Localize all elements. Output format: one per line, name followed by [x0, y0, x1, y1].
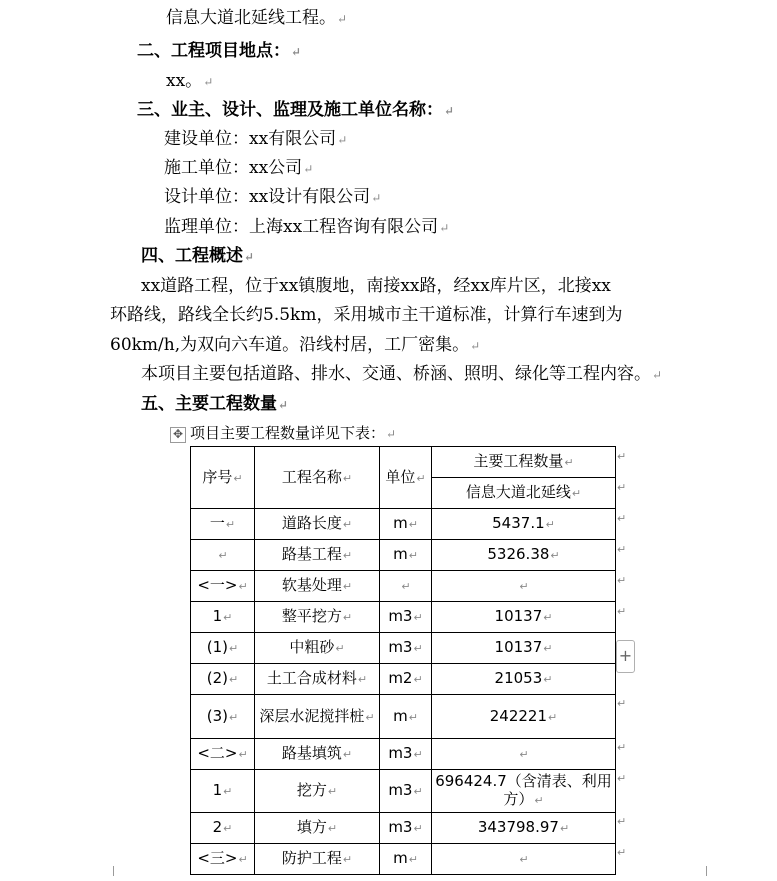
row-end-mark-icon: ↵: [617, 481, 627, 494]
cell-qty: 242221↵: [432, 695, 616, 739]
paragraph-mark-icon: ↵: [439, 221, 450, 235]
cell-name: 中粗砂↵: [255, 633, 380, 664]
para-line-1: 信息大道北延线工程。↵: [166, 8, 348, 28]
para-overview-line-2: 环路线，路线全长约5.5km，采用城市主干道标准，计算行车速到为: [110, 305, 623, 325]
cell-qty: 5326.38↵: [432, 540, 616, 571]
cell-unit: m↵: [380, 844, 432, 875]
row-end-mark-icon: ↵: [617, 543, 627, 556]
cell-name: 防护工程↵: [255, 844, 380, 875]
paragraph-mark-icon: ↵: [365, 710, 375, 724]
paragraph-mark-icon: ↵: [550, 549, 560, 562]
table-row: [191, 813, 616, 844]
cell-name: 路基工程↵: [255, 540, 380, 571]
cell-name: 路基填筑↵: [255, 739, 380, 770]
paragraph-mark-icon: ↵: [342, 611, 353, 624]
cell-seq: (2)↵: [191, 664, 255, 695]
table-row: [191, 695, 616, 739]
cell-unit: m2↵: [380, 664, 432, 695]
row-end-mark-icon: ↵: [617, 772, 627, 785]
paragraph-mark-icon: ↵: [238, 853, 248, 866]
paragraph-mark-icon: ↵: [413, 748, 423, 761]
cell-unit: m3↵: [380, 770, 432, 813]
cell-qty: [432, 844, 616, 875]
cell-seq: <一>↵: [191, 571, 255, 602]
table-row: [191, 633, 616, 664]
para-supervisor: 监理单位：上海xx工程咨询有限公司↵: [164, 217, 450, 237]
paragraph-mark-icon: ↵: [543, 673, 553, 686]
cell-unit: m↵: [380, 695, 432, 739]
cell-qty: [432, 571, 616, 602]
header-qty-group: 主要工程数量↵: [432, 447, 616, 478]
paragraph-mark-icon: ↵: [303, 162, 314, 176]
para-location: xx。↵: [166, 71, 214, 91]
page-corner-mark: [103, 866, 114, 876]
cell-seq: 2↵: [191, 813, 255, 844]
cell-qty: 10137↵: [432, 633, 616, 664]
heading-overview: 四、工程概述↵: [141, 246, 255, 266]
cell-seq: 1↵: [191, 770, 255, 813]
table-header-row: [191, 447, 616, 478]
paragraph-mark-icon: ↵: [371, 191, 382, 205]
para-owner: 建设单位：xx有限公司↵: [164, 129, 348, 149]
row-end-mark-icon: ↵: [617, 741, 627, 754]
paragraph-mark-icon: ↵: [545, 518, 555, 531]
cell-qty: 696424.7（含清表、利用方）↵: [432, 770, 616, 813]
row-end-mark-icon: ↵: [617, 450, 627, 463]
paragraph-mark-icon: ↵: [342, 471, 353, 485]
paragraph-mark-icon: ↵: [327, 785, 338, 798]
table-row: [191, 509, 616, 540]
para-contractor: 施工单位：xx公司↵: [164, 158, 314, 178]
row-end-mark-icon: ↵: [617, 605, 627, 618]
paragraph-mark-icon: ↵: [225, 518, 236, 531]
paragraph-mark-icon: ↵: [408, 853, 418, 866]
cell-qty: 21053↵: [432, 664, 616, 695]
paragraph-mark-icon: ↵: [519, 580, 529, 593]
heading-quantities: 五、主要工程数量↵: [141, 394, 289, 414]
paragraph-mark-icon: ↵: [342, 853, 353, 866]
paragraph-mark-icon: ↵: [571, 487, 582, 500]
cell-qty: 343798.97↵: [432, 813, 616, 844]
paragraph-mark-icon: ↵: [327, 822, 338, 835]
paragraph-mark-icon: ↵: [444, 104, 455, 118]
table-row: [191, 664, 616, 695]
cell-seq: 一↵: [191, 509, 255, 540]
paragraph-mark-icon: ↵: [564, 456, 574, 469]
paragraph-mark-icon: ↵: [223, 611, 233, 624]
header-qty-sub: 信息大道北延线↵: [432, 478, 616, 509]
paragraph-mark-icon: ↵: [519, 748, 529, 761]
cell-qty: 10137↵: [432, 602, 616, 633]
cell-name: 挖方↵: [255, 770, 380, 813]
paragraph-mark-icon: ↵: [357, 673, 368, 686]
paragraph-mark-icon: ↵: [470, 339, 481, 353]
paragraph-mark-icon: ↵: [416, 471, 426, 485]
row-end-mark-icon: ↵: [617, 815, 627, 828]
cell-seq: <二>↵: [191, 739, 255, 770]
cell-seq: <三>↵: [191, 844, 255, 875]
table-row: [191, 770, 616, 813]
paragraph-mark-icon: ↵: [337, 12, 348, 26]
paragraph-mark-icon: ↵: [278, 398, 289, 412]
cell-name: 填方↵: [255, 813, 380, 844]
paragraph-mark-icon: ↵: [559, 822, 570, 835]
paragraph-mark-icon: ↵: [408, 549, 418, 562]
table-move-handle-icon[interactable]: ✥: [170, 427, 186, 443]
header-name: 工程名称↵: [255, 447, 380, 509]
cell-unit: m↵: [380, 540, 432, 571]
paragraph-mark-icon: ↵: [543, 642, 553, 655]
paragraph-mark-icon: ↵: [337, 133, 348, 147]
cell-unit: m3↵: [380, 633, 432, 664]
heading-location: 二、工程项目地点：↵: [137, 41, 302, 61]
paragraph-mark-icon: ↵: [229, 710, 239, 724]
paragraph-mark-icon: ↵: [413, 642, 423, 655]
cell-name: 深层水泥搅拌桩↵: [255, 695, 380, 739]
cell-unit: [380, 571, 432, 602]
cell-name: 软基处理↵: [255, 571, 380, 602]
quantities-table: [190, 446, 616, 875]
paragraph-mark-icon: ↵: [244, 250, 255, 264]
paragraph-mark-icon: ↵: [342, 580, 353, 593]
paragraph-mark-icon: ↵: [223, 785, 233, 798]
cell-seq: 1↵: [191, 602, 255, 633]
paragraph-mark-icon: ↵: [238, 748, 248, 761]
paragraph-mark-icon: ↵: [342, 549, 353, 562]
paragraph-mark-icon: ↵: [408, 710, 418, 724]
cell-unit: m↵: [380, 509, 432, 540]
paragraph-mark-icon: ↵: [223, 822, 233, 835]
paragraph-mark-icon: ↵: [534, 794, 544, 807]
table-row: [191, 571, 616, 602]
paragraph-mark-icon: ↵: [519, 853, 529, 866]
table-row: [191, 844, 616, 875]
header-unit: 单位↵: [380, 447, 432, 509]
paragraph-mark-icon: ↵: [233, 471, 243, 485]
row-end-mark-icon: ↵: [617, 697, 627, 710]
paragraph-mark-icon: ↵: [218, 549, 228, 562]
row-end-mark-icon: ↵: [617, 574, 627, 587]
paragraph-mark-icon: ↵: [342, 518, 353, 531]
cell-unit: m3↵: [380, 813, 432, 844]
para-scope: 本项目主要包括道路、排水、交通、桥涵、照明、绿化等工程内容。↵: [141, 364, 663, 384]
add-column-button[interactable]: +: [616, 640, 635, 673]
paragraph-mark-icon: ↵: [652, 368, 663, 382]
paragraph-mark-icon: ↵: [413, 611, 423, 624]
paragraph-mark-icon: ↵: [229, 642, 239, 655]
paragraph-mark-icon: ↵: [386, 427, 397, 441]
paragraph-mark-icon: ↵: [401, 580, 411, 593]
table-caption: 项目主要工程数量详见下表：↵: [190, 424, 397, 442]
page-corner-mark: [706, 866, 717, 876]
para-overview-line-3: 60km/h,为双向六车道。沿线村居，工厂密集。↵: [110, 335, 481, 355]
para-designer: 设计单位：xx设计有限公司↵: [164, 187, 382, 207]
cell-name: 土工合成材料↵: [255, 664, 380, 695]
paragraph-mark-icon: ↵: [543, 611, 553, 624]
paragraph-mark-icon: ↵: [203, 75, 214, 89]
header-seq: 序号↵: [191, 447, 255, 509]
paragraph-mark-icon: ↵: [408, 518, 418, 531]
table-row: [191, 602, 616, 633]
paragraph-mark-icon: ↵: [413, 822, 423, 835]
paragraph-mark-icon: ↵: [229, 673, 239, 686]
paragraph-mark-icon: ↵: [291, 45, 302, 59]
cell-unit: m3↵: [380, 739, 432, 770]
paragraph-mark-icon: ↵: [342, 748, 353, 761]
cell-name: 道路长度↵: [255, 509, 380, 540]
cell-unit: m3↵: [380, 602, 432, 633]
paragraph-mark-icon: ↵: [548, 710, 558, 724]
cell-qty: [432, 739, 616, 770]
paragraph-mark-icon: ↵: [335, 642, 345, 655]
para-overview-line-1: xx道路工程，位于xx镇腹地，南接xx路，经xx库片区，北接xx: [141, 276, 611, 296]
cell-seq: [191, 540, 255, 571]
table-row: [191, 739, 616, 770]
table-row: [191, 540, 616, 571]
cell-seq: (1)↵: [191, 633, 255, 664]
paragraph-mark-icon: ↵: [413, 785, 423, 798]
cell-seq: (3)↵: [191, 695, 255, 739]
cell-name: 整平挖方↵: [255, 602, 380, 633]
paragraph-mark-icon: ↵: [413, 673, 423, 686]
paragraph-mark-icon: ↵: [238, 580, 248, 593]
row-end-mark-icon: ↵: [617, 846, 627, 859]
row-end-mark-icon: ↵: [617, 512, 627, 525]
cell-qty: 5437.1↵: [432, 509, 616, 540]
heading-parties: 三、业主、设计、监理及施工单位名称：↵: [137, 100, 455, 120]
